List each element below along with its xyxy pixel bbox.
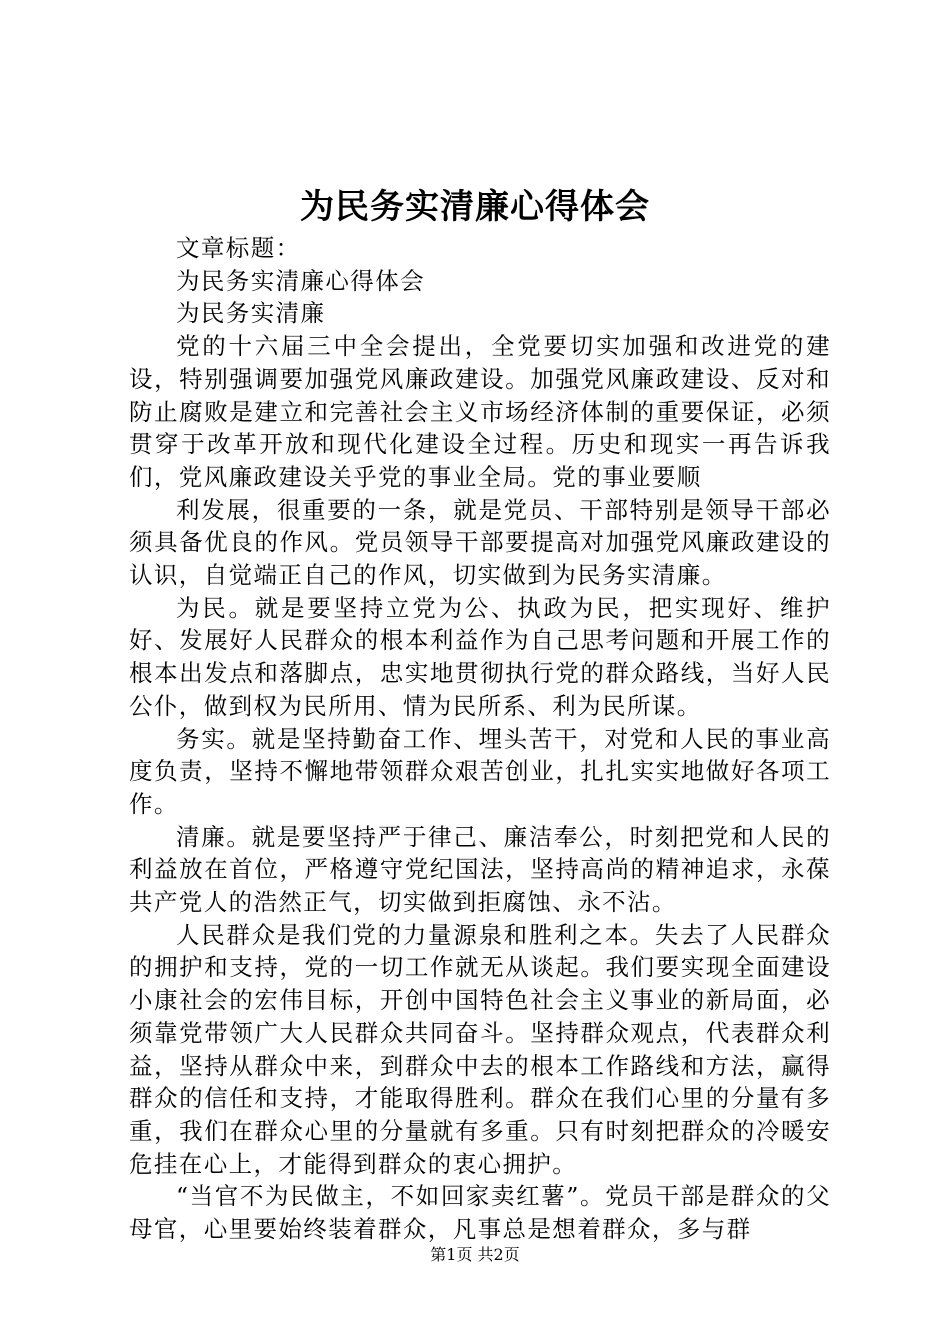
paragraph-subtitle: 为民务实清廉 (176, 299, 326, 328)
paragraph-article-title-label: 文章标题： (176, 234, 301, 262)
paragraph: 利发展，很重要的一条，就是党员、干部特别是领导干部必须具备优良的作风。党员领导干部要提高对加强党风廉政建设的认识，自觉端正自己的作风，切实做到为民务实清廉。 (129, 495, 831, 590)
paragraph: “当官不为民做主，不如回家卖红薯”。党员干部是群众的父母官，心里要始终装着群众，凡事总是想着群众，多与群 (129, 1182, 831, 1244)
paragraph: 清廉。就是要坚持严于律己、廉洁奉公，时刻把党和人民的利益放在首位，严格遵守党纪国法，坚持高尚的精神追求，永葆共产党人的浩然正气，切实做到拒腐蚀、永不沾。 (129, 822, 831, 917)
page-number-footer: 第1页 共2页 (430, 1245, 520, 1264)
paragraph-article-title: 为民务实清廉心得体会 (176, 266, 425, 295)
paragraph: 为民。就是要坚持立党为公、执政为民，把实现好、维护好、发展好人民群众的根本利益作为自己思考问题和开展工作的根本出发点和落脚点，忠实地贯彻执行党的群众路线，当好人民公仆，做到权为民所用、情为民所系、利为民所谋。 (129, 593, 831, 720)
document-title: 为民务实清廉心得体会 (300, 187, 650, 227)
document-body (129, 232, 831, 1246)
paragraph: 务实。就是坚持勤奋工作、埋头苦干，对党和人民的事业高度负责，坚持不懈地带领群众艰苦创业，扎扎实实地做好各项工作。 (129, 724, 831, 818)
paragraph: 人民群众是我们党的力量源泉和胜利之本。失去了人民群众的拥护和支持，党的一切工作就无从谈起。我们要实现全面建设小康社会的宏伟目标，开创中国特色社会主义事业的新局面，必须靠党带领广大人民群众共同奋斗。坚持群众观点，代表群众利益，坚持从群众中来，到群众中去的根本工作路线和方法，赢得群众的信任和支持，才能取得胜利。群众在我们心里的分量有多重，我们在群众心里的分量就有多重。只有时刻把群众的冷暖安危挂在心上，才能得到群众的衷心拥护。 (129, 920, 831, 1178)
paragraph: 党的十六届三中全会提出，全党要切实加强和改进党的建设，特别强调要加强党风廉政建设。加强党风廉政建设、反对和防止腐败是建立和完善社会主义市场经济体制的重要保证，必须贯穿于改革开放和现代化建设全过程。历史和现实一再告诉我们，党风廉政建设关乎党的事业全局。党的事业要顺 (129, 332, 831, 491)
